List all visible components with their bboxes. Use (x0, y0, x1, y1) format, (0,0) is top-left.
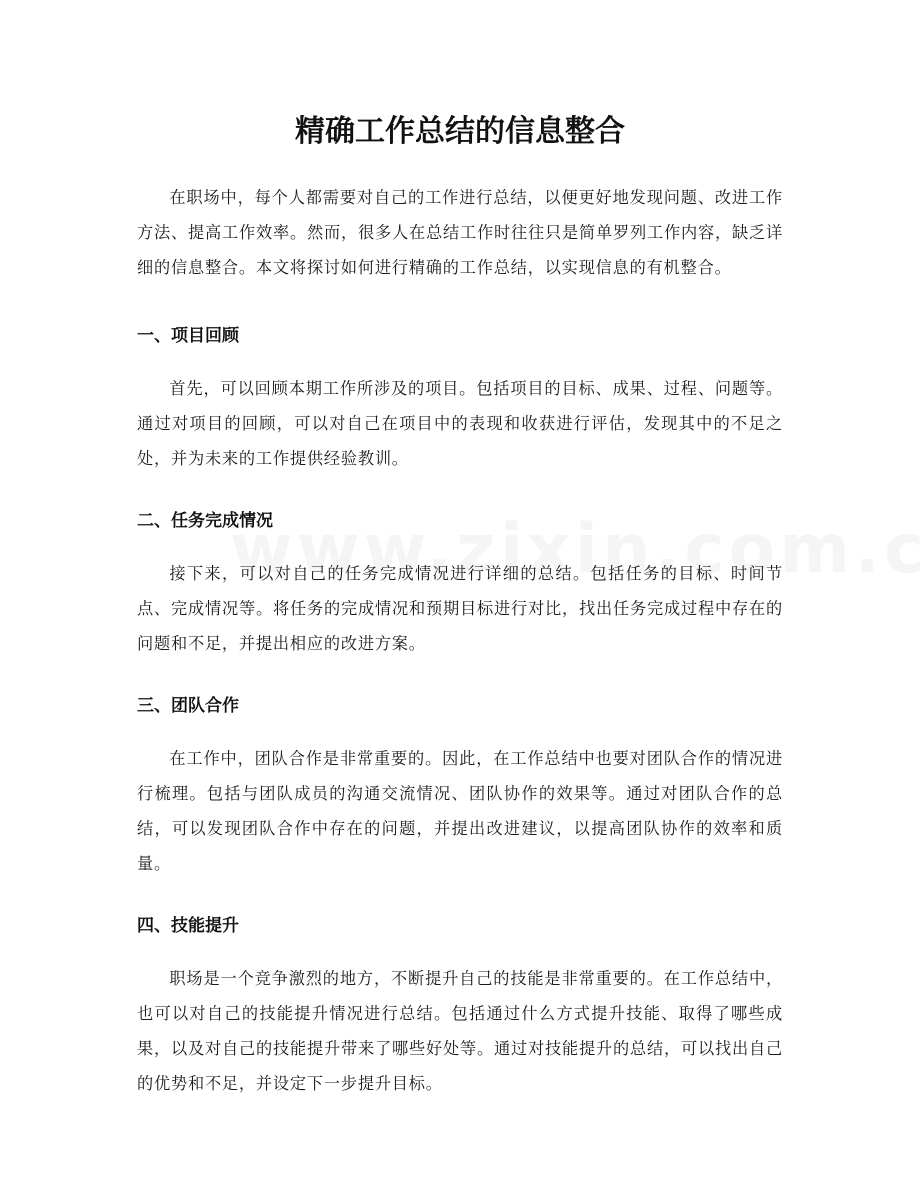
document-body (137, 180, 783, 1101)
section-body-teamwork: 在工作中，团队合作是非常重要的。因此，在工作总结中也要对团队合作的情况进行梳理。包括与团队成员的沟通交流情况、团队协作的效果等。通过对团队合作的总结，可以发现团队合作中存在的问题，并提出改进建议，以提高团队协作的效率和质量。 (137, 749, 783, 873)
section-heading-skill-improvement: 四、技能提升 (137, 916, 239, 936)
section-body-skill-improvement: 职场是一个竞争激烈的地方，不断提升自己的技能是非常重要的。在工作总结中，也可以对自己的技能提升情况进行总结。包括通过什么方式提升技能、取得了哪些成果，以及对自己的技能提升带来了哪些好处等。通过对技能提升的总结，可以找出自己的优势和不足，并设定下一步提升目标。 (137, 969, 783, 1093)
section-body-task-completion: 接下来，可以对自己的任务完成情况进行详细的总结。包括任务的目标、时间节点、完成情况等。将任务的完成情况和预期目标进行对比，找出任务完成过程中存在的问题和不足，并提出相应的改进方案。 (137, 564, 783, 653)
section-body-project-review: 首先，可以回顾本期工作所涉及的项目。包括项目的目标、成果、过程、问题等。通过对项目的回顾，可以对自己在项目中的表现和收获进行评估，发现其中的不足之处，并为未来的工作提供经验教训。 (137, 379, 783, 468)
page-title: 精确工作总结的信息整合 (295, 114, 625, 149)
section-heading-task-completion: 二、任务完成情况 (137, 511, 273, 531)
intro-paragraph: 在职场中，每个人都需要对自己的工作进行总结，以便更好地发现问题、改进工作方法、提高工作效率。然而，很多人在总结工作时往往只是简单罗列工作内容，缺乏详细的信息整合。本文将探讨如何进行精确的工作总结，以实现信息的有机整合。 (137, 188, 783, 277)
section-heading-teamwork: 三、团队合作 (137, 696, 239, 716)
section-heading-project-review: 一、项目回顾 (137, 326, 239, 346)
